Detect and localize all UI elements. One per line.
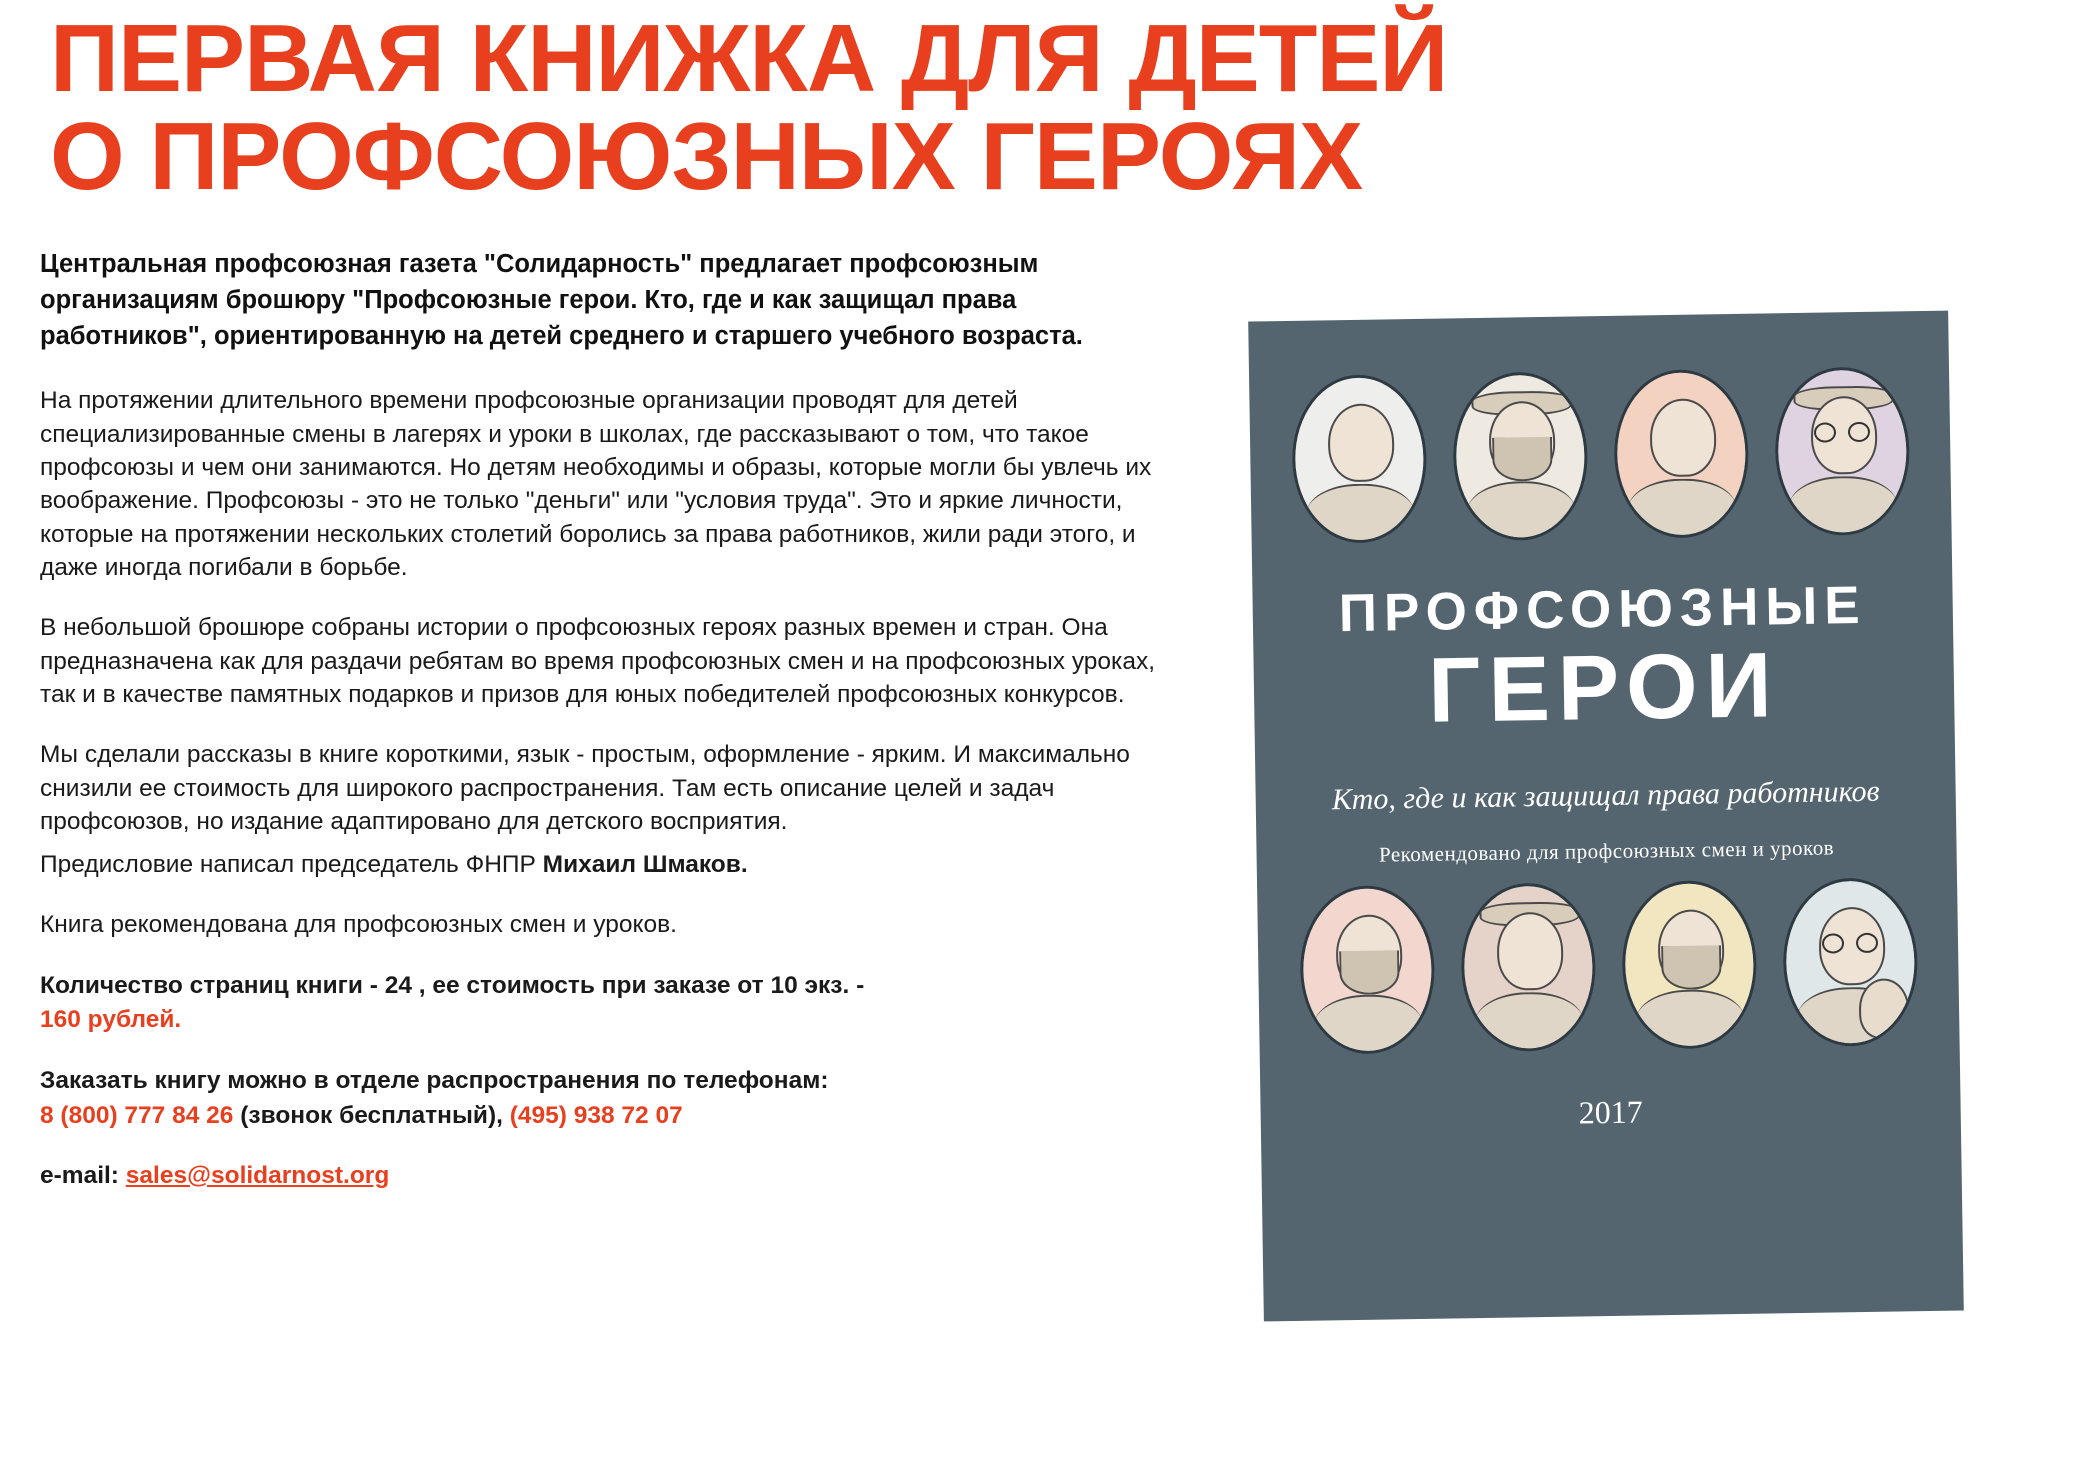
portrait-man-red-wash — [1613, 369, 1750, 539]
portrait-young-man — [1291, 374, 1428, 544]
phone-note: (звонок бесплатный), — [233, 1102, 510, 1130]
portrait-man-with-child — [1782, 877, 1919, 1047]
book-cover — [1248, 310, 1964, 1321]
paragraph-2: В небольшой брошюре собраны истории о профсоюзных героях разных времен и стран. Она предназначена как для раздачи ребятам во время профсоюзных смен и на профсоюзных уроках, так и в качестве памятных подарков и призов для юных победителей профсоюзных конкурсов. — [40, 614, 1156, 708]
poster-headline — [0, 0, 2087, 210]
phone-secondary[interactable]: (495) 938 72 07 — [509, 1102, 683, 1130]
book-cover-column — [1165, 246, 2047, 1316]
portrait-row-top — [1248, 310, 1951, 544]
portrait-man-wide-hat — [1460, 882, 1597, 1052]
preface-author: Михаил Шмаков. — [542, 851, 748, 879]
headline-line-2: О ПРОФСОЮЗНЫХ ГЕРОЯХ — [50, 102, 1363, 210]
preface-prefix: Предисловие написал председатель ФНПР — [40, 851, 543, 879]
book-title-line-1: ПРОФСОЮЗНЫЕ — [1338, 575, 1868, 643]
email-block — [40, 1162, 1165, 1190]
portrait-bearded-man-cap — [1452, 371, 1589, 541]
phone-toll-free[interactable]: 8 (800) 777 84 26 — [40, 1102, 234, 1130]
email-label: e-mail: — [40, 1161, 126, 1189]
book-year: 2017 — [1578, 1092, 1643, 1130]
paragraph-4 — [40, 848, 1165, 881]
email-link[interactable]: sales@solidarnost.org — [125, 1161, 390, 1189]
headline-line-1: ПЕРВАЯ КНИЖКА ДЛЯ ДЕТЕЙ — [50, 5, 1448, 112]
text-column — [40, 246, 1165, 1215]
paragraph-3: Мы сделали рассказы в книге короткими, язык - простым, оформление - ярким. И максимально снизили ее стоимость для широкого распространения. Там есть описание целей и задач профсоюзов, но издание адаптировано для детского восприятия. — [40, 741, 1130, 835]
portrait-man-yellow-wash — [1621, 879, 1758, 1049]
paragraph-1: На протяжении длительного времени профсоюзные организации проводят для детей специализированные смены в лагерях и уроки в школах, где рассказывают о том, что такое профсоюзы и чем они занимаются. Но детям необходимы и образы, которые могли бы увлечь их воображение. Профсоюзы - это не только "деньги" или "условия труда". Это и яркие личности, которые на протяжении нескольких столетий боролись за права работников, жили ради этого, и даже иногда погибали в борьбе. — [40, 387, 1152, 581]
portrait-man-pink-wash — [1299, 884, 1436, 1054]
lead-paragraph: Центральная профсоюзная газета "Солидарность" предлагает профсоюзным организациям брошюру "Профсоюзные герои. Кто, где и как защищал права работников", ориентированную на детей среднего и старшего учебного возраста. — [40, 249, 1083, 351]
price-block — [40, 969, 1165, 1038]
book-recommendation: Рекомендовано для профсоюзных смен и уроков — [1378, 834, 1835, 866]
book-subtitle: Кто, где и как защищал права работников — [1331, 774, 1880, 816]
book-title-block — [1252, 533, 1955, 742]
book-title-line-2: ГЕРОИ — [1427, 634, 1781, 742]
price-line: Количество страниц книги - 24 , ее стоимость при заказе от 10 экз. - — [40, 971, 865, 999]
order-title: Заказать книгу можно в отделе распространения по телефонам: — [40, 1067, 829, 1095]
paragraph-5: Книга рекомендована для профсоюзных смен и уроков. — [40, 911, 677, 939]
portrait-row-bottom — [1257, 858, 1960, 1055]
poster-content — [0, 206, 2087, 1316]
order-block — [40, 1064, 1165, 1134]
portrait-man-hat-glasses — [1773, 366, 1910, 536]
price-value: 160 рублей. — [40, 1006, 182, 1034]
